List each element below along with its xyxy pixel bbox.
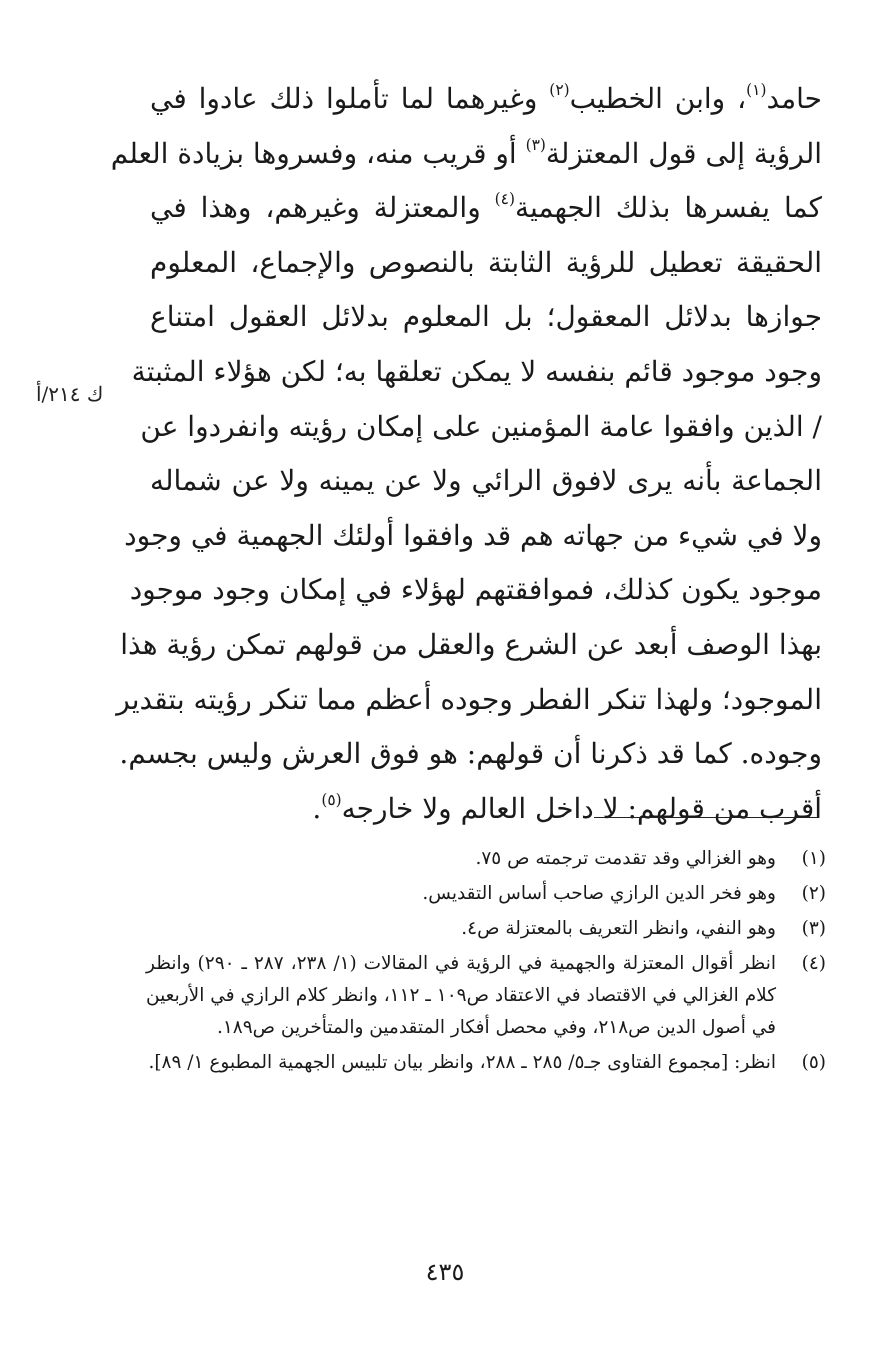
main-body-text (110, 72, 822, 836)
footnote-number: (١) (801, 848, 826, 869)
body-line: كما يفسرها بذلك الجهمية$^{(٤)}$ والمعتزلة وغيرهم، وهذا في (150, 190, 822, 225)
page-number: ٤٣٥ (425, 1258, 465, 1286)
body-line: الموجود؛ ولهذا تنكر الفطر وجوده أعظم مما تنكر رؤيته بتقدير (116, 682, 822, 716)
footnote-number: (٢) (801, 883, 826, 904)
body-line: الحقيقة تعطيل للرؤية الثابتة بالنصوص والإجماع، المعلوم (150, 245, 822, 279)
body-line: موجود يكون كذلك، فموافقتهم لهؤلاء في إمكان وجود موجود (129, 573, 822, 607)
footnote-ref[interactable]: (١) (746, 80, 767, 99)
footnote-ref[interactable]: (٢) (549, 80, 570, 99)
body-line: أقرب من قولهم: لا داخل العالم ولا خارجه$^{(٥)}$. (312, 790, 822, 825)
footnote-text: انظر: [مجموع الفتاوى جـ٥/ ٢٨٥ ـ ٢٨٨، وانظر بيان تلبيس الجهمية المطبوع ١/ ٨٩]. (148, 1052, 776, 1073)
footnote-item (146, 878, 826, 910)
footnote-item (146, 1047, 826, 1079)
body-line: حامد$^{(١)}$، وابن الخطيب$^{(٢)}$ وغيرهما لما تأملوا ذلك عادوا في (150, 80, 822, 115)
footnote-divider (594, 817, 818, 818)
footnote-ref[interactable]: (٤) (494, 190, 515, 209)
body-line: وجوده. كما قد ذكرنا أن قولهم: هو فوق العرش وليس بجسم. (119, 737, 822, 771)
body-line: وجود موجود قائم بنفسه لا يمكن تعلقها به؛ لكن هؤلاء المثبتة (131, 354, 822, 388)
footnote-text: انظر أقوال المعتزلة والجهمية في الرؤية في المقالات (١/ ٢٣٨، ٢٨٧ ـ ٢٩٠) وانظر كلام الغزالي في الاقتصاد في الاعتقاد ص١٠٩ ـ ١١٢، وانظر كلام الرازي في الأربعين في أصول الدين ص٢١٨، وفي محصل أفكار المتقدمين والمتأخرين ص١٨٩. (146, 953, 776, 1038)
body-line: الجماعة بأنه يرى لافوق الرائي ولا عن يمينه ولا عن شماله (150, 464, 822, 498)
footnote-text: وهو فخر الدين الرازي صاحب أساس التقديس. (422, 883, 776, 904)
footnote-number: (٥) (801, 1052, 826, 1073)
footnotes-list (146, 843, 826, 1082)
body-line: جوازها بدلائل المعقول؛ بل المعلوم بدلائل العقول امتناع (150, 300, 822, 334)
body-line: بهذا الوصف أبعد عن الشرع والعقل من قولهم تمكن رؤية هذا (120, 627, 822, 661)
footnote-ref[interactable]: (٥) (321, 790, 342, 809)
footnote-item (146, 948, 826, 1044)
footnote-number: (٤) (801, 953, 826, 974)
footnote-ref[interactable]: (٣) (525, 135, 546, 154)
body-line: الرؤية إلى قول المعتزلة$^{(٣)}$ أو قريب منه، وفسروها بزيادة العلم (110, 135, 822, 170)
footnote-number: (٣) (801, 918, 826, 939)
footnote-item (146, 913, 826, 945)
footnote-text: وهو النفي، وانظر التعريف بالمعتزلة ص٤. (461, 918, 776, 939)
footnote-text: وهو الغزالي وقد تقدمت ترجمته ص ٧٥. (475, 848, 776, 869)
body-line: / الذين وافقوا عامة المؤمنين على إمكان رؤيته وانفردوا عن (140, 409, 822, 443)
body-line: ولا في شيء من جهاته هم قد وافقوا أولئك الجهمية في وجود (124, 518, 822, 552)
footnote-item (146, 843, 826, 875)
manuscript-margin-note: ك ٢١٤/أ (36, 382, 104, 406)
